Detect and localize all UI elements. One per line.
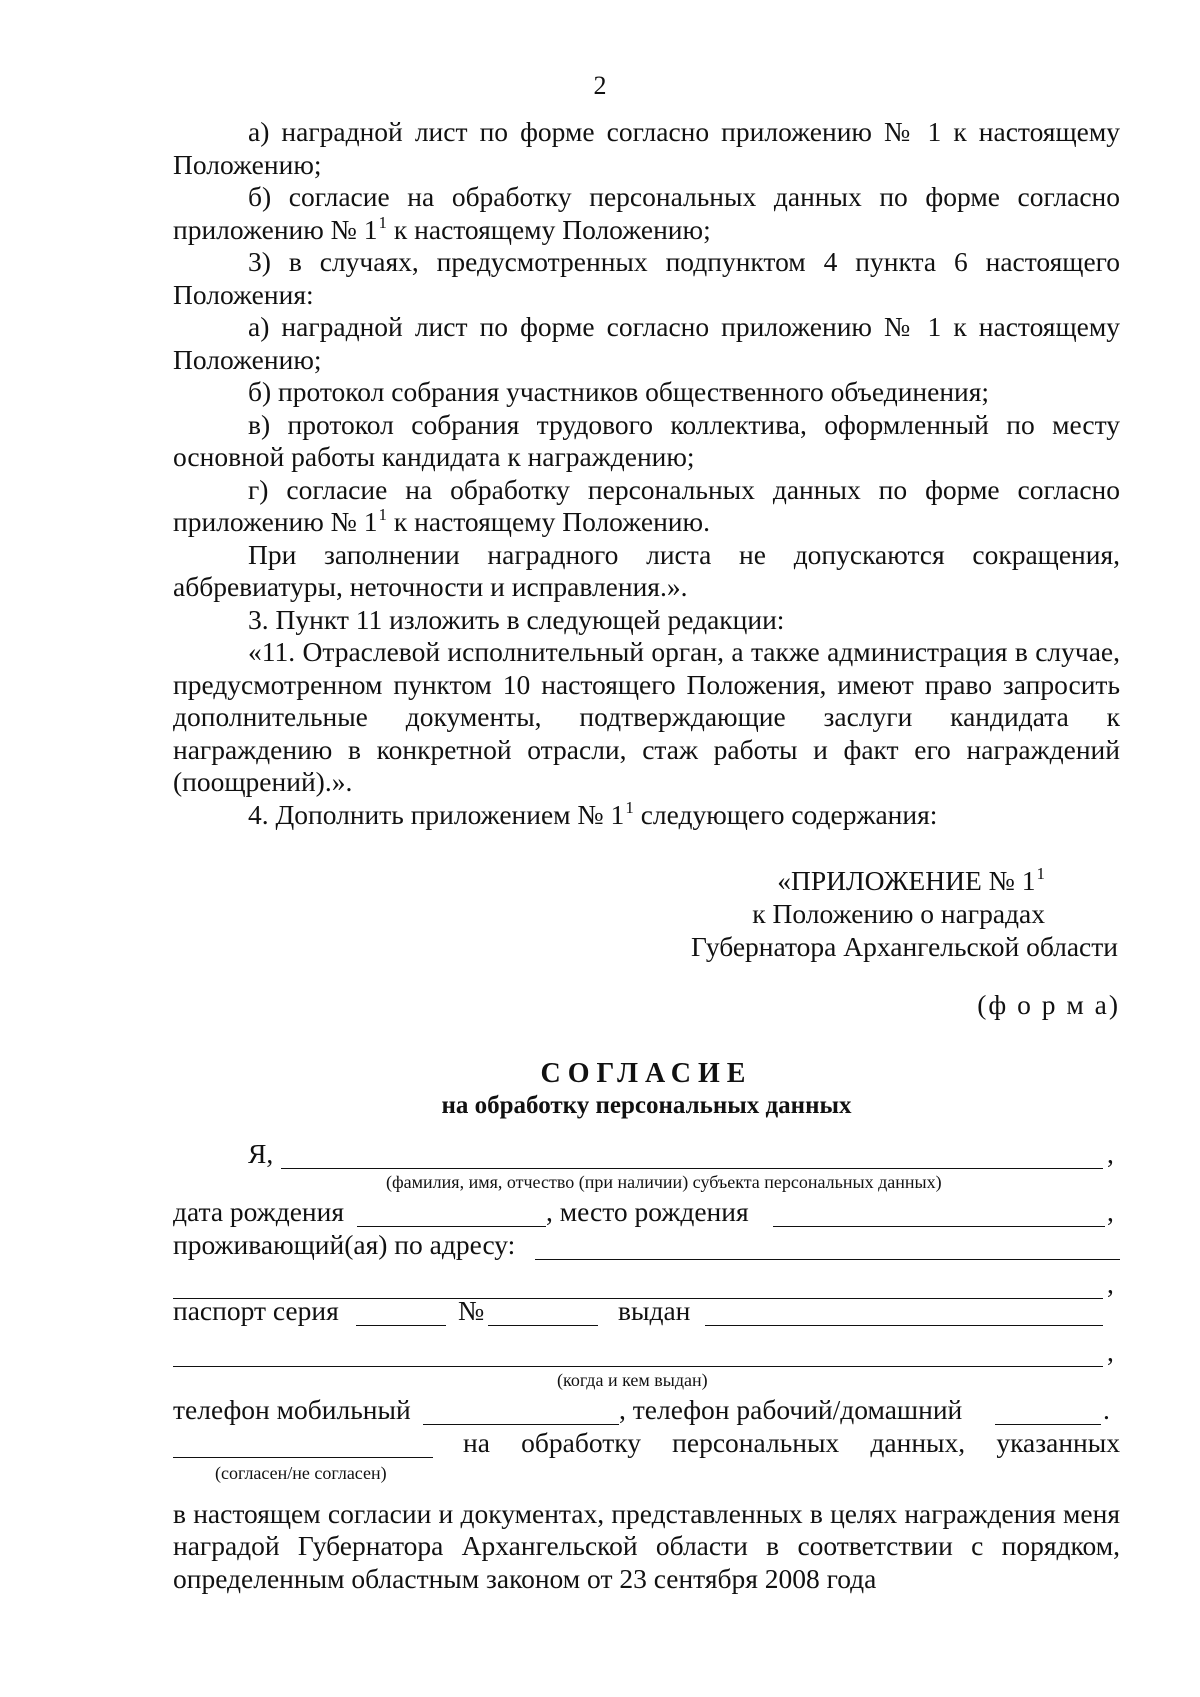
paragraph-6: в) протокол собрания трудового коллектива, оформленный по месту основной работы кандидата к награждению;	[173, 408, 1120, 472]
paragraph-2: б) согласие на обработку персональных данных по форме согласно приложению № $1^1$ к настоящему Положению;	[173, 181, 1120, 245]
passport-series-field[interactable]	[356, 1325, 446, 1326]
comma: ,	[1107, 1267, 1114, 1299]
phone-mobile-label: телефон мобильный	[173, 1393, 411, 1425]
phone-work-field[interactable]	[995, 1424, 1101, 1425]
appendix-title: «ПРИЛОЖЕНИЕ № $1^1$	[777, 864, 1045, 896]
comma: ,	[1107, 1335, 1114, 1367]
superscript: 1	[378, 505, 388, 524]
final-paragraph: в настоящем согласии и документах, представленных в целях награждения меня наградой Губернатора Архангельской области в соответствии с порядком, определенным областным законом от 23 сентября 2008 года	[173, 1497, 1120, 1594]
birth-date-label: дата рождения	[173, 1195, 345, 1227]
period: .	[1103, 1393, 1110, 1425]
paragraph-5: б) протокол собрания участников общественного объединения;	[248, 376, 990, 407]
form-subtitle: на обработку персональных данных	[441, 1091, 852, 1119]
fio-caption: (фамилия, имя, отчество (при наличии) субъекта персональных данных)	[386, 1171, 942, 1192]
passport-series-label: паспорт серия	[173, 1294, 339, 1326]
document-body	[173, 116, 1120, 1595]
address-field[interactable]	[535, 1259, 1120, 1260]
phone-work-label: , телефон рабочий/домашний	[619, 1393, 963, 1425]
issued-field[interactable]	[705, 1325, 1103, 1326]
form-title: СОГЛАСИЕ	[540, 1057, 753, 1089]
birth-date-field[interactable]	[357, 1226, 546, 1227]
comma: ,	[1107, 1137, 1114, 1169]
appendix-header	[173, 864, 1120, 963]
consent-form	[173, 1138, 1120, 1608]
comma: ,	[1107, 1195, 1114, 1227]
paragraph-8: При заполнении наградного листа не допускаются сокращения, аббревиатуры, неточности и исправления.».	[173, 538, 1120, 602]
agree-field[interactable]	[173, 1457, 433, 1458]
form-label: (ф о р м а)	[977, 989, 1120, 1020]
appendix-ref: к Положению о наградах	[752, 898, 1045, 929]
issued-field-2[interactable]	[173, 1366, 1103, 1367]
agree-caption: (согласен/не согласен)	[215, 1462, 387, 1483]
paragraph-4: а) наградной лист по форме согласно приложению № 1 к настоящему Положению;	[173, 311, 1120, 375]
superscript: 1	[625, 797, 634, 817]
ya-label: Я,	[248, 1137, 274, 1169]
paragraph-10: «11. Отраслевой исполнительный орган, а также администрация в случае, предусмотренном пунктом 10 настоящего Положения, имеют право запросить дополнительные документы, подтверждающие заслуги кандидата к награждению в конкретной отрасли, стаж работы и факт его награждений (поощрений).».	[173, 636, 1120, 797]
address-label: проживающий(ая) по адресу:	[173, 1228, 516, 1260]
paragraph-11: 4. Дополнить приложением № $1^1$ следующего содержания:	[248, 797, 938, 830]
passport-number-label: №	[458, 1294, 485, 1326]
issued-caption: (когда и кем выдан)	[557, 1369, 708, 1390]
paragraph-9: 3. Пункт 11 изложить в следующей редакции:	[248, 603, 785, 635]
superscript: 1	[378, 212, 388, 232]
birth-place-label: , место рождения	[546, 1195, 749, 1227]
paragraph-7: г) согласие на обработку персональных данных по форме согласно приложению № $1^1$ к настоящему Положению.	[173, 473, 1120, 537]
paragraph-1: а) наградной лист по форме согласно приложению № 1 к настоящему Положению;	[173, 116, 1120, 180]
birth-place-field[interactable]	[773, 1226, 1105, 1227]
page-number: 2	[593, 71, 607, 100]
paragraph-3: 3) в случаях, предусмотренных подпунктом 4 пункта 6 настоящего Положения:	[173, 246, 1120, 310]
issued-label: выдан	[618, 1294, 691, 1326]
passport-number-field[interactable]	[488, 1325, 598, 1326]
appendix-authority: Губернатора Архангельской области	[690, 931, 1118, 962]
phone-mobile-field[interactable]	[423, 1424, 619, 1425]
fio-field[interactable]	[281, 1168, 1103, 1169]
agree-text: на обработку персональных данных, указанных	[463, 1426, 1120, 1458]
